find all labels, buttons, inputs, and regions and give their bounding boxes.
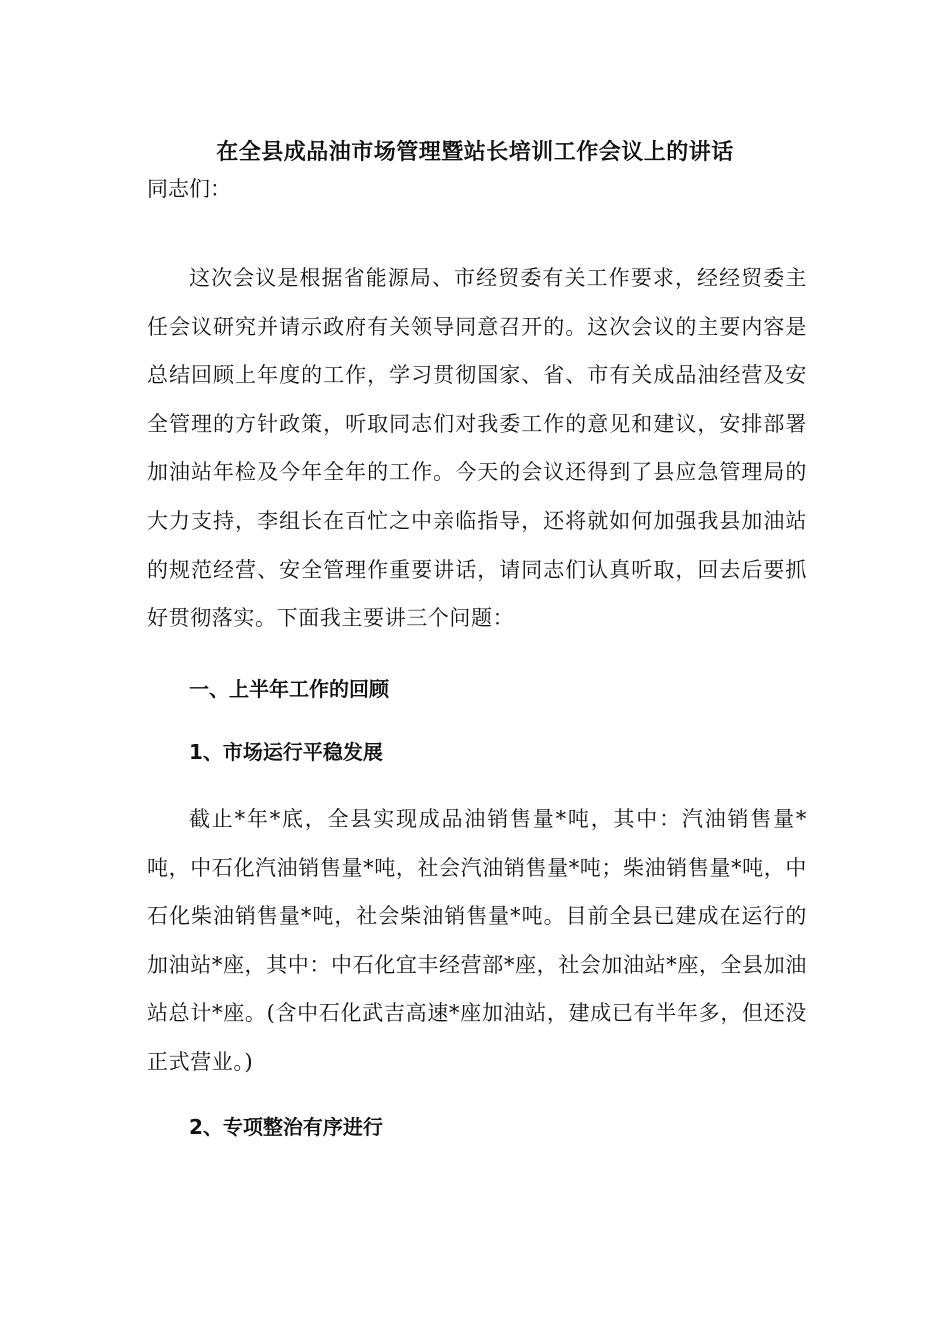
subheading-market-operation: 1、市场运行平稳发展 [189,740,383,764]
section-heading-review: 一、上半年工作的回顾 [189,677,389,701]
salutation: 同志们： [147,177,231,201]
intro-paragraph: 这次会议是根据省能源局、市经贸委有关工作要求，经经贸委主任会议研究并请示政府有关领导同意召开的。这次会议的主要内容是总结回顾上年度的工作，学习贯彻国家、省、市有关成品油经营及安全管理的方针政策，听取同志们对我委工作的意见和建议，安排部署加油站年检及今年全年的工作。今天的会议还得到了县应急管理局的大力支持，李组长在百忙之中亲临指导，还将就如何加强我县加油站的规范经营、安全管理作重要讲话，请同志们认真听取，回去后要抓好贯彻落实。下面我主要讲三个问题： [147,266,807,631]
document-title: 在全县成品油市场管理暨站长培训工作会议上的讲话 [216,140,734,165]
subheading-special-rectification: 2、专项整治有序进行 [189,1115,383,1139]
market-paragraph: 截止*年*底，全县实现成品油销售量*吨，其中：汽油销售量*吨，中石化汽油销售量*吨，社会汽油销售量*吨；柴油销售量*吨，中石化柴油销售量*吨，社会柴油销售量*吨。目前全县已建成在运行的加油站*座，其中：中石化宜丰经营部*座，社会加油站*座，全县加油站总计*座。(含中石化武吉高速*座加油站，建成已有半年多，但还没正式营业。) [147,807,807,1074]
